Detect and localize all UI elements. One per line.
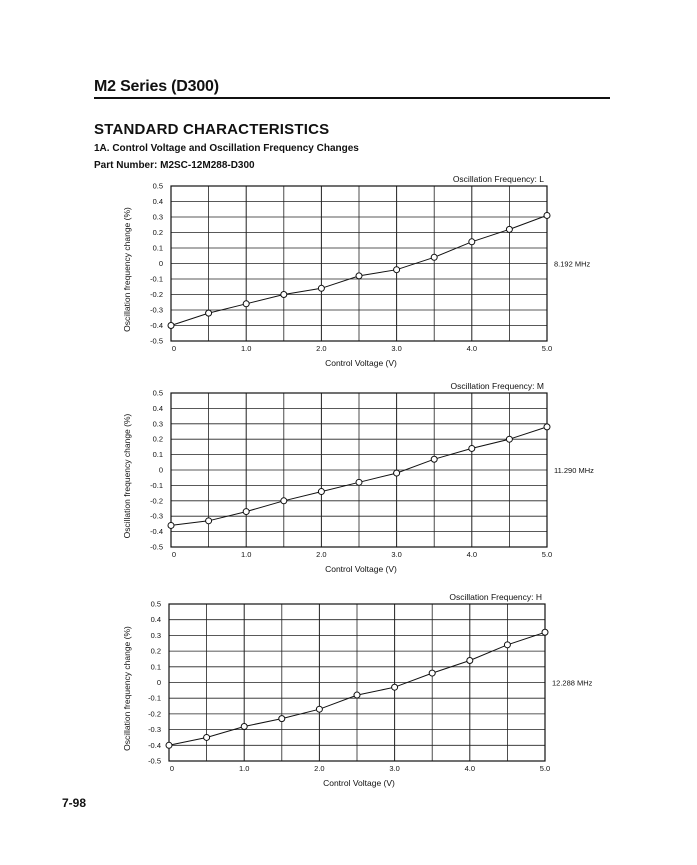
data-point [467,658,473,664]
y-tick-label: -0.2 [150,290,163,299]
data-point [168,323,174,329]
data-point [544,212,550,218]
x-tick-label: 2.0 [316,344,327,353]
frequency-annotation: 8.192 MHz [554,259,591,269]
data-point [206,310,212,316]
data-point [316,706,322,712]
data-point [206,518,212,524]
y-tick-label: 0.4 [152,197,163,206]
y-tick-label: -0.2 [148,709,161,719]
y-tick-label: 0.1 [152,450,163,460]
chart-title: Oscillation Frequency: L [452,174,544,184]
y-tick-label: -0.1 [150,480,163,490]
x-tick-label: 3.0 [389,764,400,773]
x-tick-label: 0 [171,344,177,353]
x-tick-label: 4.0 [466,344,478,353]
y-tick-label: 0.3 [152,212,163,222]
chart-1 [122,174,591,368]
data-point [506,226,512,232]
data-point [243,301,249,307]
data-point [166,742,172,748]
y-tick-label: -0.4 [150,321,163,330]
data-point [394,470,400,476]
y-tick-label: 0.5 [152,388,163,398]
y-tick-label: -0.5 [150,336,163,346]
x-tick-label: 3.0 [391,550,402,559]
y-tick-label: -0.3 [150,305,163,315]
data-point [429,670,435,676]
data-point [392,684,398,690]
data-point [431,254,437,260]
y-tick-label: 0.1 [150,662,161,672]
data-point [279,716,285,722]
x-tick-label: 5.0 [541,344,553,353]
y-axis-label: Oscillation frequency change (%) [122,413,132,539]
data-point [469,239,475,245]
x-tick-label: 1.0 [240,550,252,559]
data-point [318,285,324,291]
x-tick-label: 2.0 [316,550,327,559]
y-tick-label: 0.2 [152,434,163,444]
y-tick-label: 0.3 [152,419,163,429]
subsection-title: 1A. Control Voltage and Oscillation Frequency Changes [94,143,359,154]
data-point [504,642,510,648]
x-axis-label: Control Voltage (V) [325,358,397,368]
frequency-annotation: 11.290 MHz [554,466,594,475]
y-tick-label: 0.1 [152,243,163,253]
x-tick-label: 1.0 [238,764,250,773]
y-tick-label: 0 [158,465,163,475]
data-point [241,723,247,729]
y-tick-label: 0 [156,678,161,687]
y-tick-label: 0.2 [150,646,161,656]
data-point [354,692,360,698]
frequency-annotation: 12.288 MHz [552,678,593,688]
y-tick-label: -0.4 [148,740,161,750]
y-tick-label: -0.2 [150,496,163,506]
series-title: M2 Series (D300) [94,78,219,95]
section-title: STANDARD CHARACTERISTICS [94,121,330,138]
y-tick-label: -0.3 [148,725,161,735]
part-number: Part Number: M2SC-12M288-D300 [94,160,255,171]
y-tick-label: 0.5 [152,181,163,191]
data-point [243,509,249,515]
x-tick-label: 3.0 [391,344,402,353]
data-point [469,445,475,451]
x-axis-label: Control Voltage (V) [325,564,397,574]
chart-title: Oscillation Frequency: H [449,592,542,602]
y-tick-label: 0.2 [152,228,163,237]
y-tick-label: -0.5 [148,756,161,766]
x-tick-label: 2.0 [314,764,325,773]
data-point [544,424,550,430]
x-tick-label: 0 [169,764,175,773]
x-axis-label: Control Voltage (V) [323,778,395,788]
page-number: 7-98 [62,796,87,810]
data-point [281,498,287,504]
data-point [281,292,287,298]
x-tick-label: 5.0 [541,550,553,559]
data-point [394,267,400,273]
y-tick-label: -0.5 [150,542,163,552]
y-tick-label: -0.1 [150,274,163,284]
data-point [318,489,324,495]
data-point [204,734,210,740]
x-tick-label: 4.0 [466,550,478,559]
x-tick-label: 5.0 [539,764,551,773]
x-tick-label: 1.0 [240,344,252,353]
x-tick-label: 4.0 [464,764,476,773]
y-axis-label: Oscillation frequency change (%) [122,207,132,332]
y-tick-label: 0.5 [150,599,161,609]
chart-title: Oscillation Frequency: M [450,381,544,391]
y-axis-label: Oscillation frequency change (%) [122,626,132,751]
data-point [356,479,362,485]
y-tick-label: 0.4 [150,615,161,625]
data-point [506,436,512,442]
y-tick-label: -0.4 [150,527,163,537]
y-tick-label: 0.4 [152,403,163,413]
y-tick-label: -0.1 [148,693,161,703]
data-point [542,629,548,635]
y-tick-label: -0.3 [150,511,163,521]
x-tick-label: 0 [171,550,177,559]
data-point [356,273,362,279]
chart-3 [122,592,593,788]
y-tick-label: 0 [158,259,163,268]
chart-2 [122,381,594,574]
data-point [168,522,174,528]
data-point [431,456,437,462]
y-tick-label: 0.3 [150,630,161,640]
